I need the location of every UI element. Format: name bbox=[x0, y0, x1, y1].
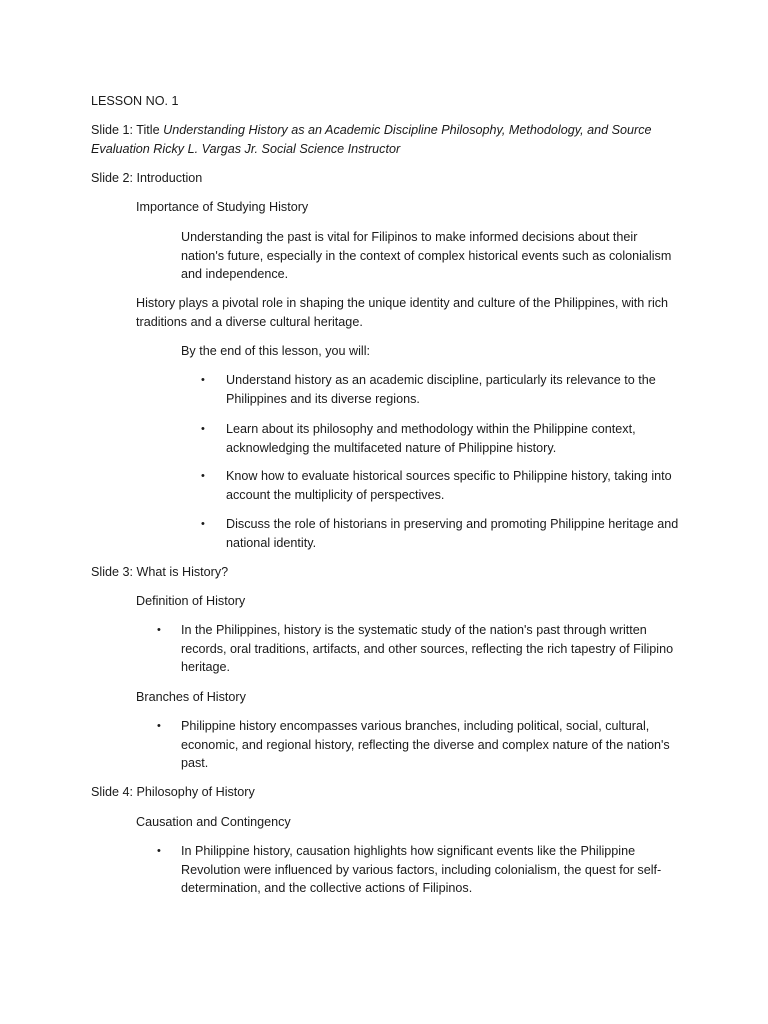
slide3-heading: Slide 3: What is History? bbox=[91, 565, 229, 579]
bullet-marker: • bbox=[201, 518, 205, 530]
slide2-heading: Slide 2: Introduction bbox=[91, 171, 203, 185]
bullet-marker: • bbox=[157, 845, 161, 857]
objective-item-2: Learn about its philosophy and methodology within the Philippine context, acknowledging the multifaceted nature of Philippine history. bbox=[226, 422, 636, 455]
objective-item-3: Know how to evaluate historical sources specific to Philippine history, taking into account the multiplicity of perspectives. bbox=[226, 469, 672, 502]
slide2-subheading: Importance of Studying History bbox=[136, 200, 309, 214]
slide1-title bbox=[91, 121, 691, 158]
slide3-definition-bullet: In the Philippines, history is the systematic study of the nation's past through written records, oral traditions, artifacts, and other sources, reflecting the rich tapestry of Filipino heritage. bbox=[181, 623, 674, 674]
slide2-paragraph-2: History plays a pivotal role in shaping the unique identity and culture of the Philippines, with rich traditions and a diverse cultural heritage. bbox=[136, 296, 669, 329]
bullet-marker: • bbox=[157, 720, 161, 732]
slide4-causation-bullet: In Philippine history, causation highlights how significant events like the Philippine Revolution were influenced by various factors, including colonialism, the quest for self-determination, and the collective actions of Filipinos. bbox=[181, 844, 662, 895]
bullet-marker: • bbox=[201, 423, 205, 435]
slide4-heading: Slide 4: Philosophy of History bbox=[91, 785, 255, 799]
slide3-definition-heading: Definition of History bbox=[136, 594, 246, 608]
bullet-marker: • bbox=[201, 470, 205, 482]
lesson-heading: LESSON NO. 1 bbox=[91, 94, 179, 108]
slide1-prefix: Slide 1: Title bbox=[91, 123, 164, 137]
slide4-causation-heading: Causation and Contingency bbox=[136, 815, 291, 829]
slide2-objectives-intro: By the end of this lesson, you will: bbox=[181, 344, 371, 358]
objective-item-1: Understand history as an academic discipline, particularly its relevance to the Philippines and its diverse regions. bbox=[226, 373, 656, 406]
slide3-branches-bullet: Philippine history encompasses various branches, including political, social, cultural, economic, and regional history, reflecting the diverse and complex nature of the nation's past. bbox=[181, 719, 670, 770]
slide1-title-italic: Understanding History as an Academic Discipline Philosophy, Methodology, and Source Evaluation Ricky L. Vargas Jr. Social Science Instructor bbox=[91, 123, 652, 156]
bullet-marker: • bbox=[201, 374, 205, 386]
bullet-marker: • bbox=[157, 624, 161, 636]
objective-item-4: Discuss the role of historians in preserving and promoting Philippine heritage and national identity. bbox=[226, 517, 679, 550]
slide2-paragraph-1: Understanding the past is vital for Filipinos to make informed decisions about their nation's future, especially in the context of complex historical events such as colonialism and independence. bbox=[181, 230, 672, 281]
slide3-branches-heading: Branches of History bbox=[136, 690, 246, 704]
